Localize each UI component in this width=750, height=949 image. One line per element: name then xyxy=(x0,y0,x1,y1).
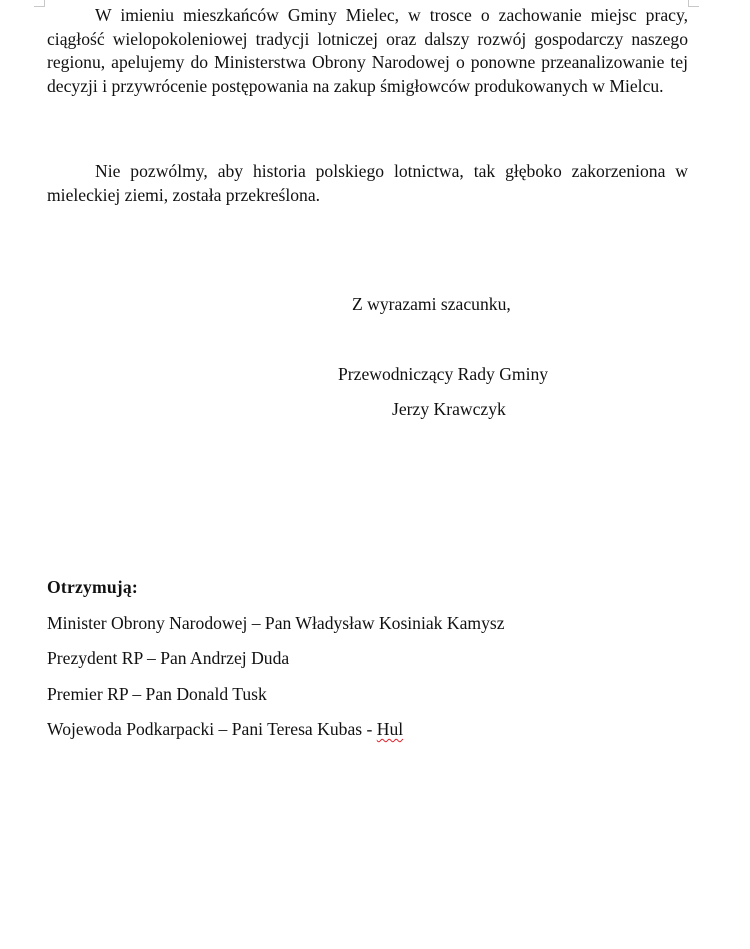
crop-mark-top-left xyxy=(34,0,45,7)
recipient-item: Minister Obrony Narodowej – Pan Władysław Kosiniak Kamysz xyxy=(47,613,505,633)
recipient-item xyxy=(47,718,505,753)
spellcheck-flagged-word[interactable]: Hul xyxy=(376,718,404,739)
paragraph-appeal: W imieniu mieszkańców Gminy Mielec, w trosce o zachowanie miejsc pracy, ciągłość wielopokoleniowej tradycji lotniczej oraz dalszy rozwój gospodarczy naszego regionu, apelujemy do Ministerstwa Obrony Narodowej o ponowne przeanalizowanie tej decyzji i przywrócenie postępowania na zakup śmigłowców produkowanych w Mielcu. xyxy=(47,5,688,96)
recipient-item: Prezydent RP – Pan Andrzej Duda xyxy=(47,648,290,669)
signature-role: Przewodniczący Rady Gminy xyxy=(338,364,549,384)
signature-closing: Z wyrazami szacunku, xyxy=(352,294,511,314)
recipient-item-text: Wojewoda Podkarpacki – Pani Teresa Kubas - xyxy=(47,718,377,739)
crop-mark-top-right xyxy=(688,0,699,7)
recipient-item: Premier RP – Pan Donald Tusk xyxy=(47,683,267,704)
paragraph-history: Nie pozwólmy, aby historia polskiego lotnictwa, tak głęboko zakorzeniona w mieleckiej ziemi, została przekreślona. xyxy=(47,161,688,205)
recipients-list xyxy=(47,612,505,753)
recipients-heading: Otrzymują: xyxy=(47,577,138,597)
signature-name: Jerzy Krawczyk xyxy=(392,399,506,419)
